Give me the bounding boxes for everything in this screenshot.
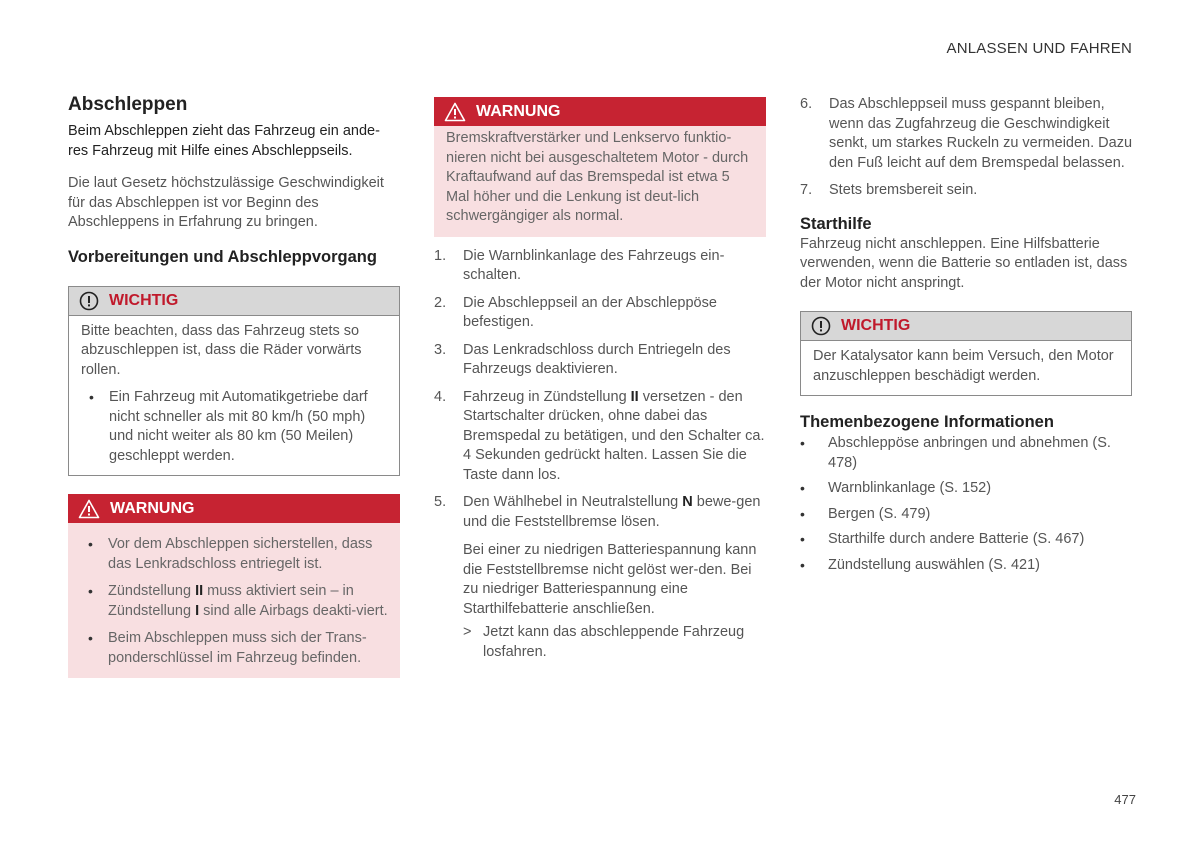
step-item: 1. Die Warnblinkanlage des Fahrzeugs ein-schalten. xyxy=(434,247,725,283)
section-header: ANLASSEN UND FAHREN xyxy=(946,40,1132,57)
page-number: 477 xyxy=(1114,792,1136,807)
step-item: 3. Das Lenkradschloss durch Entriegeln des Fahrzeugs deaktivieren. xyxy=(434,341,731,377)
intro-text: Beim Abschleppen zieht das Fahrzeug ein ande-res Fahrzeug mit Hilfe eines Abschleppseils. xyxy=(68,123,380,159)
list-item: • Zündstellung II muss aktiviert sein – in Zündstellung I sind alle Airbags deakti-viert. xyxy=(80,582,388,621)
warnung-label: WARNUNG xyxy=(110,499,195,517)
tow-steps-list-cont xyxy=(800,95,1132,201)
subheading-preparation: Vorbereitungen und Abschleppvorgang xyxy=(68,247,377,266)
related-link[interactable]: • Abschleppöse anbringen und abnehmen (S. 478) xyxy=(800,434,1132,473)
related-link[interactable]: • Zündstellung auswählen (S. 421) xyxy=(800,556,1132,576)
warnung-header xyxy=(434,97,766,126)
exclamation-circle-icon xyxy=(811,316,831,336)
warnung-bullets xyxy=(80,535,388,668)
related-link[interactable]: • Starthilfe durch andere Batterie (S. 467) xyxy=(800,530,1132,550)
wichtig-header xyxy=(69,287,399,316)
related-link[interactable]: • Warnblinkanlage (S. 152) xyxy=(800,479,1132,499)
warnung-text: Bremskraftverstärker und Lenkservo funktio-nieren nicht bei ausgeschaltetem Motor - durch Kraftaufwand auf das Bremspedal ist etwa 5 Mal höher und die Lenkung ist deut-lich schwergängiger als normal. xyxy=(446,130,749,224)
wichtig-box-catalyst xyxy=(800,311,1132,396)
list-item: • Ein Fahrzeug mit Automatikgetriebe darf nicht schneller als mit 80 km/h (50 mph) und nicht weiter als 80 km (50 Meilen) geschleppt werden. xyxy=(81,388,387,466)
step-item: 5. Den Wählhebel in Neutralstellung N bewe-gen und die Feststellbremse lösen. xyxy=(434,494,761,530)
page-title: Abschleppen xyxy=(68,94,188,115)
warnung-box xyxy=(68,494,400,678)
column-left xyxy=(68,94,400,678)
related-links xyxy=(800,434,1132,575)
speed-paragraph: Die laut Gesetz höchstzulässige Geschwindigkeit für das Abschleppen ist vor Beginn des Abschleppens in Erfahrung zu bringen. xyxy=(68,175,384,230)
battery-note: Bei einer zu niedrigen Batteriespannung kann die Feststellbremse nicht gelöst wer-den. Bei zu niedriger Batteriespannung eine Starthilfebatterie anschließen. xyxy=(463,542,757,617)
step-result xyxy=(434,623,766,662)
wichtig-text: Der Katalysator kann beim Versuch, den Motor anzuschleppen beschädigt werden. xyxy=(813,348,1114,384)
related-link[interactable]: • Bergen (S. 479) xyxy=(800,505,1132,525)
warnung-body xyxy=(434,126,766,237)
list-item: • Vor dem Abschleppen sicherstellen, dass das Lenkradschloss entriegelt ist. xyxy=(80,535,388,574)
exclamation-circle-icon xyxy=(79,291,99,311)
result-text: Jetzt kann das abschleppende Fahrzeug losfahren. xyxy=(483,624,745,660)
wichtig-body xyxy=(69,316,399,476)
related-heading: Themenbezogene Informationen xyxy=(800,413,1054,431)
wichtig-box xyxy=(68,286,400,477)
step-item: 4. Fahrzeug in Zündstellung II versetzen - den Startschalter drücken, ohne dabei das Bremspedal zu betätigen, und den Schalter ca. 4 Sekunden gedrückt halten. Lassen Sie die Taste dann los. xyxy=(434,388,765,483)
warnung-header xyxy=(68,494,400,523)
step-item: 2. Die Abschleppseil an der Abschleppöse befestigen. xyxy=(434,294,717,330)
starthilfe-heading: Starthilfe xyxy=(800,214,872,233)
warning-triangle-icon xyxy=(444,102,466,122)
warnung-box-brakes xyxy=(434,97,766,237)
wichtig-bullets xyxy=(81,388,387,466)
wichtig-body xyxy=(801,341,1131,395)
step-item: 7. Stets bremsbereit sein. xyxy=(800,182,978,198)
result-marker: > xyxy=(463,624,472,640)
starthilfe-text: Fahrzeug nicht anschleppen. Eine Hilfsbatterie verwenden, wenn die Batterie so entladen ist, dass der Motor nicht anspringt. xyxy=(800,235,1128,291)
warnung-body xyxy=(68,523,400,678)
warnung-label: WARNUNG xyxy=(476,102,561,120)
column-middle xyxy=(434,94,766,662)
warning-triangle-icon xyxy=(78,499,100,519)
list-item: • Beim Abschleppen muss sich der Trans-ponderschlüssel im Fahrzeug befinden. xyxy=(80,629,388,668)
tow-steps-list xyxy=(434,247,766,533)
wichtig-label: WICHTIG xyxy=(109,291,179,309)
column-right xyxy=(800,94,1132,575)
wichtig-label: WICHTIG xyxy=(841,317,911,334)
step-item: 6. Das Abschleppseil muss gespannt bleiben, wenn das Zugfahrzeug die Geschwindigkeit senkt, um starkes Ruckeln zu vermeiden. Dazu den Fuß leicht auf dem Bremspedal belassen. xyxy=(800,96,1133,171)
wichtig-header xyxy=(801,312,1131,341)
wichtig-text: Bitte beachten, dass das Fahrzeug stets so abzuschleppen ist, dass die Räder vorwärts rollen. xyxy=(81,322,362,378)
